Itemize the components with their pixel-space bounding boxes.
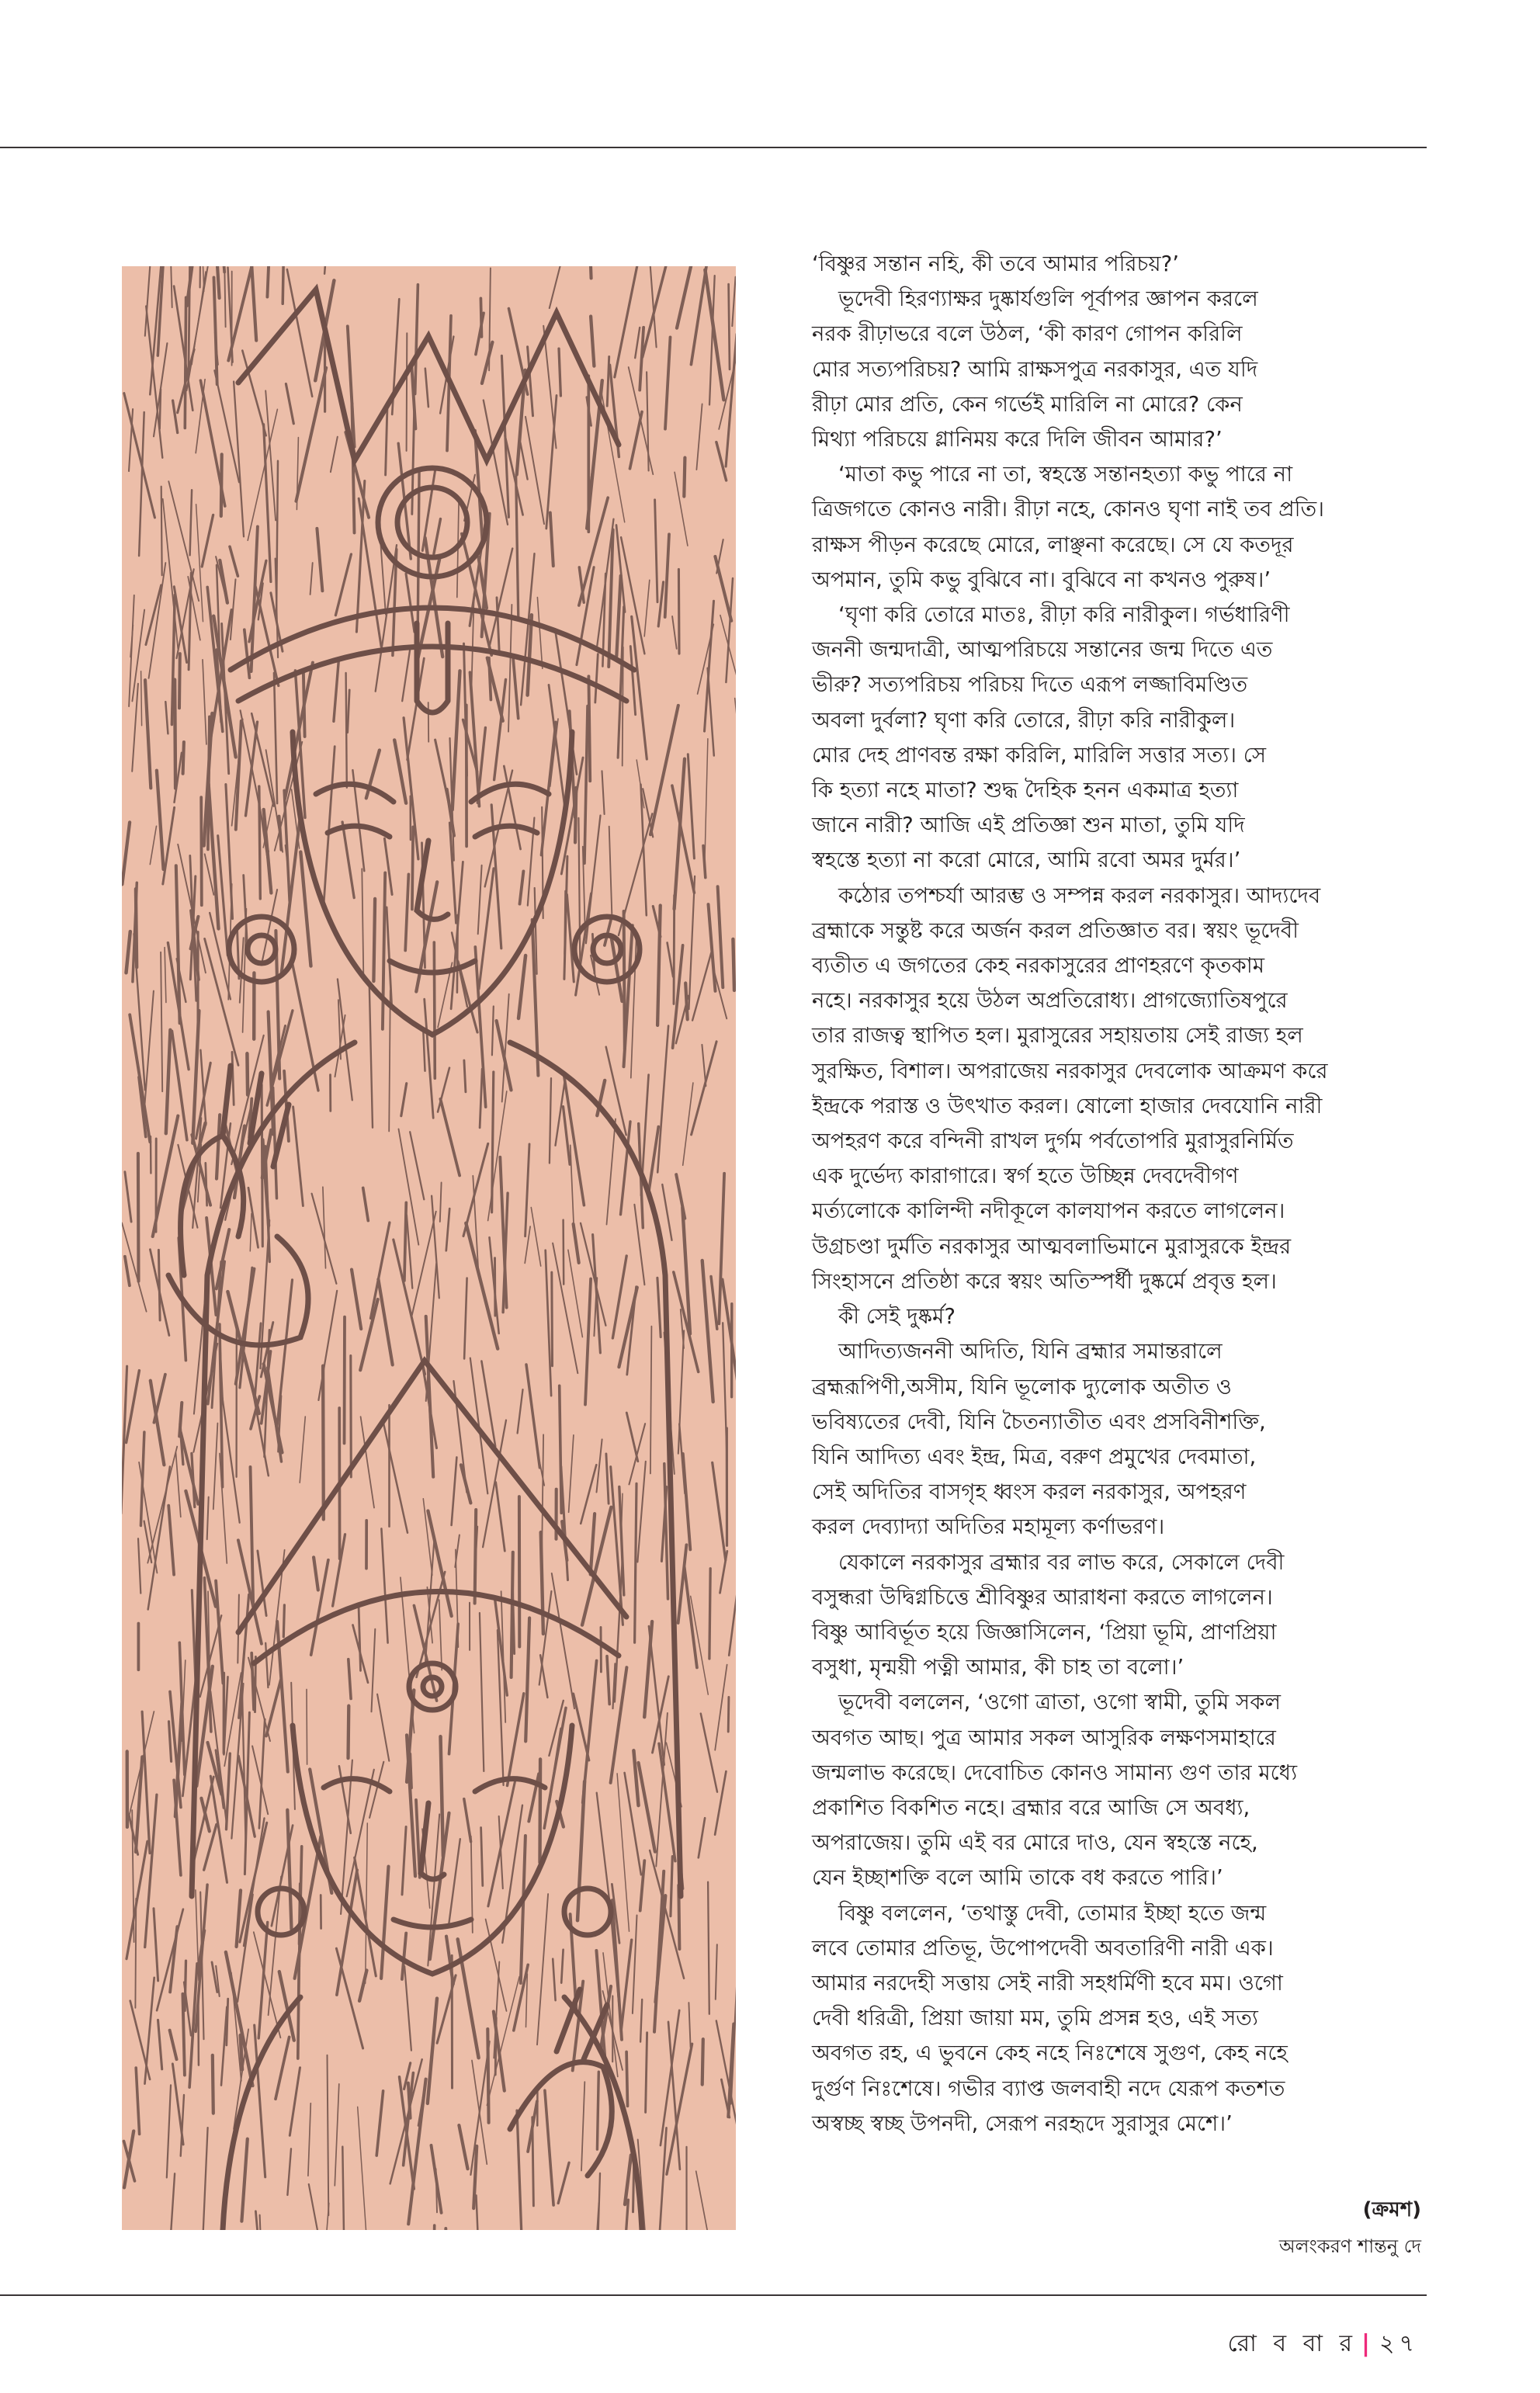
article-paragraph: ‘বিষ্ণুর সন্তান নহি, কী তবে আমার পরিচয়?’ — [812, 251, 1179, 276]
magazine-name: রো ব বা র — [1227, 2330, 1358, 2357]
article-paragraph: ভূদেবী বললেন, ‘ওগো ত্রাতা, ওগো স্বামী, তুমি সকল অবগত আছ। পুত্র আমার সকল আসুরিক লক্ষণসমাহারে জন্মলাভ করেছে। দেবোচিত কোনও সামান্য গুণ তার মধ্যে প্রকাশিত বিকশিত নহে। ব্রহ্মার বরে আজি সে অবধ্য, অপরাজেয়। তুমি এই বর মোরে দাও, যেন স্বহস্তে নহে, যেন ইচ্ছাশক্তি বলে আমি তাকে বধ করতে পারি।’ — [812, 1690, 1298, 1891]
article-paragraph: ভূদেবী হিরণ্যাক্ষর দুষ্কার্যগুলি পূর্বাপর জ্ঞাপন করলে নরক রীঢ়াভরে বলে উঠল, ‘কী কারণ গোপন করিলি মোর সত্যপরিচয়? আমি রাক্ষসপুত্র নরকাসুর, এত যদি রীঢ়া মোর প্রতি, কেন গর্ভেই মারিলি না মোরে? কেন মিথ্যা পরিচয়ে গ্লানিময় করে দিলি জীবন আমার?’ — [812, 286, 1258, 453]
continued-label: (ক্রমশ) — [1362, 2198, 1421, 2221]
footer-separator: | — [1361, 2330, 1375, 2357]
article-paragraph: ‘মাতা কভু পারে না তা, স্বহস্তে সন্তানহত্যা কভু পারে না ত্রিজগতে কোনও নারী। রীঢ়া নহে, কোনও ঘৃণা নাই তব প্রতি। রাক্ষস পীড়ন করেছে মোরে, লাঞ্ছনা করেছে। সে যে কতদূর অপমান, তুমি কভু বুঝিবে না। বুঝিবে না কখনও পুরুষ।’ — [812, 462, 1325, 592]
article-paragraph: ‘ঘৃণা করি তোরে মাতঃ, রীঢ়া করি নারীকুল। গর্ভধারিণী জননী জন্মদাত্রী, আত্মপরিচয়ে সন্তানের জন্ম দিতে এত ভীরু? সত্যপরিচয় পরিচয় দিতে এরূপ লজ্জাবিমণ্ডিত অবলা দুর্বলা? ঘৃণা করি তোরে, রীঢ়া করি নারীকুল। মোর দেহ প্রাণবন্ত রক্ষা করিলি, মারিলি সত্তার সত্য। সে কি হত্যা নহে মাতা? শুদ্ধ দৈহিক হনন একমাত্র হত্যা জানে নারী? আজি এই প্রতিজ্ঞা শুন মাতা, তুমি যদি স্বহস্তে হত্যা না করো মোরে, আমি রবো অমর দুর্মর।’ — [812, 602, 1290, 873]
article-body — [812, 247, 1425, 2142]
article-paragraph: কঠোর তপশ্চর্যা আরম্ভ ও সম্পন্ন করল নরকাসুর। আদ্যদেব ব্রহ্মাকে সন্তুষ্ট করে অর্জন করল প্রতিজ্ঞাত বর। স্বয়ং ভূদেবী ব্যতীত এ জগতের কেহ নরকাসুরের প্রাণহরণে কৃতকাম নহে। নরকাসুর হয়ে উঠল অপ্রতিরোধ্য। প্রাগজ্যোতিষপুরে তার রাজত্ব স্থাপিত হল। মুরাসুরের সহায়তায় সেই রাজ্য হল সুরক্ষিত, বিশাল। অপরাজেয় নরকাসুর দেবলোক আক্রমণ করে ইন্দ্রকে পরাস্ত ও উৎখাত করল। ষোলো হাজার দেবযোনি নারী অপহরণ করে বন্দিনী রাখল দুর্গম পর্বতোপরি মুরাসুরনির্মিত এক দুর্ভেদ্য কারাগারে। স্বর্গ হতে উচ্ছিন্ন দেবদেবীগণ মর্ত্যলোকে কালিন্দী নদীকূলে কালযাপন করতে লাগলেন। উগ্রচণ্ডা দুর্মতি নরকাসুর আত্মবলাভিমানে মুরাসুরকে ইন্দ্রর সিংহাসনে প্রতিষ্ঠা করে স্বয়ং অতিস্পর্ধী দুষ্কর্মে প্রবৃত্ত হল। — [812, 883, 1328, 1294]
article-paragraph: বিষ্ণু বললেন, ‘তথাস্তু দেবী, তোমার ইচ্ছা হতে জন্ম লবে তোমার প্রতিভূ, উপোপদেবী অবতারিণী নারী এক। আমার নরদেহী সত্তায় সেই নারী সহধর্মিণী হবে মম। ওগো দেবী ধরিত্রী, প্রিয়া জায়া মম, তুমি প্রসন্ন হও, এই সত্য অবগত রহ, এ ভুবনে কেহ নহে নিঃশেষে সুগুণ, কেহ নহে দুর্গুণ নিঃশেষে। গভীর ব্যাপ্ত জলবাহী নদে যেরূপ কতশত অস্বচ্ছ স্বচ্ছ উপনদী, সেরূপ নরহৃদে সুরাসুর মেশে।’ — [812, 1900, 1288, 2136]
illustration-panel — [122, 266, 736, 2230]
top-rule — [0, 147, 1427, 148]
article-paragraph: আদিত্যজননী অদিতি, যিনি ব্রহ্মার সমান্তরালে ব্রহ্মরূপিণী,অসীম, যিনি ভূলোক দ্যুলোক অতীত ও ভবিষ্যতের দেবী, যিনি চৈতন্যাতীত এবং প্রসবিনীশক্তি, যিনি আদিত্য এবং ইন্দ্র, মিত্র, বরুণ প্রমুখের দেবমাতা, সেই অদিতির বাসগৃহ ধ্বংস করল নরকাসুর, অপহরণ করল দেব্যাদ্যা অদিতির মহামূল্য কর্ণাভরণ। — [812, 1339, 1266, 1540]
woodcut-illustration — [122, 266, 736, 2230]
article-paragraph: যেকালে নরকাসুর ব্রহ্মার বর লাভ করে, সেকালে দেবী বসুন্ধরা উদ্বিগ্নচিত্তে শ্রীবিষ্ণুর আরাধনা করতে লাগলেন। বিষ্ণু আবির্ভূত হয়ে জিজ্ঞাসিলেন, ‘প্রিয়া ভূমি, প্রাণপ্রিয়া বসুধা, মৃন্ময়ী পত্নী আমার, কী চাহ তা বলো।’ — [812, 1549, 1285, 1680]
article-paragraph: কী সেই দুষ্কর্ম? — [838, 1304, 956, 1330]
page-number: ২৭ — [1379, 2330, 1419, 2357]
page-footer — [1227, 2325, 1419, 2364]
bottom-rule — [0, 2294, 1427, 2296]
illustration-credit: অলংকরণ শান্তনু দে — [1278, 2235, 1421, 2257]
